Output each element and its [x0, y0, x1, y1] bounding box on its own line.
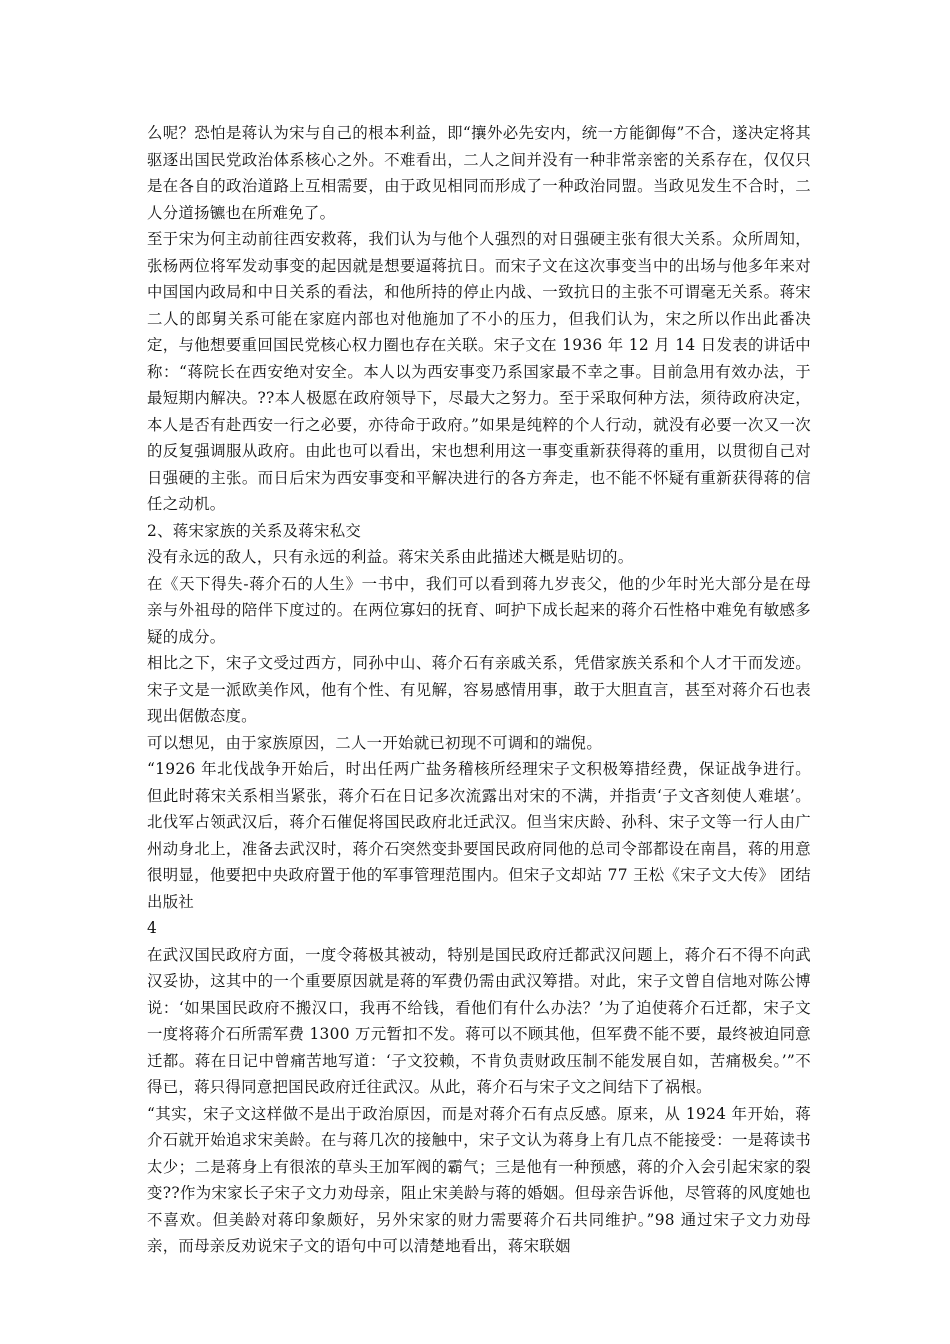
document-body [147, 120, 811, 1260]
page-number: 4 [147, 919, 158, 937]
paragraph: 至于宋为何主动前往西安救蒋，我们认为与他个人强烈的对日强硬主张有很大关系。众所周知，张杨两位将军发动事变的起因就是想要逼蒋抗日。而宋子文在这次事变当中的出场与他多年来对中国国内政局和中日关系的看法，和他所持的停止内战、一致抗日的主张不可谓毫无关系。蒋宋二人的郎舅关系可能在家庭内部也对他施加了不小的压力，但我们认为，宋之所以作出此番决定，与他想要重回国民党核心权力圈也存在关联。宋子文在 1936 年 12 月 14 日发表的讲话中称：“蒋院长在西安绝对安全。本人以为西安事变乃系国家最不幸之事。目前急用有效办法，于最短期内解决。??本人极愿在政府领导下，尽最大之努力。至于采取何种方法，须待政府决定，本人是否有赴西安一行之必要，亦待命于政府。”如果是纯粹的个人行动，就没有必要一次又一次的反复强调服从政府。由此也可以看出，宋也想利用这一事变重新获得蒋的重用，以贯彻自己对日强硬的主张。而日后宋为西安事变和平解决进行的各方奔走，也不能不怀疑有重新获得蒋的信任之动机。 [147, 230, 811, 513]
section-heading: 2、蒋宋家族的关系及蒋宋私交 [147, 521, 362, 540]
paragraph: 么呢？恐怕是蒋认为宋与自己的根本利益，即“攘外必先安内，统一方能御侮”不合，遂决定将其驱逐出国民党政治体系核心之外。不难看出，二人之间并没有一种非常亲密的关系存在，仅仅只是在各自的政治道路上互相需要，由于政见相同而形成了一种政治同盟。当政见发生不合时，二人分道扬镳也在所难免了。 [147, 124, 811, 222]
paragraph: 在《天下得失-蒋介石的人生》一书中，我们可以看到蒋九岁丧父，他的少年时光大部分是在母亲与外祖母的陪伴下度过的。在两位寡妇的抚育、呵护下成长起来的蒋介石性格中难免有敏感多疑的成分。 [147, 574, 811, 646]
paragraph: 相比之下，宋子文受过西方，同孙中山、蒋介石有亲戚关系，凭借家族关系和个人才干而发迹。宋子文是一派欧美作风，他有个性、有见解，容易感情用事，敢于大胆直言，甚至对蒋介石也表现出倨傲态度。 [147, 654, 811, 725]
paragraph: 在武汉国民政府方面，一度令蒋极其被动，特别是国民政府迁都武汉问题上，蒋介石不得不向武汉妥协，这其中的一个重要原因就是蒋的军费仍需由武汉筹措。对此，宋子文曾自信地对陈公博说：‘如果国民政府不搬汉口，我再不给钱，看他们有什么办法？’为了迫使蒋介石迁都，宋子文一度将蒋介石所需军费 1300 万元暂扣不发。蒋可以不顾其他，但军费不能不要，最终被迫同意迁都。蒋在日记中曾痛苦地写道：‘子文狡赖，不肯负责财政压制不能发展自如，苦痛极矣。’”不得已，蒋只得同意把国民政府迁往武汉。从此，蒋介石与宋子文之间结下了祸根。 [147, 945, 811, 1096]
paragraph: 没有永远的敌人，只有永远的利益。蒋宋关系由此描述大概是贴切的。 [147, 548, 634, 566]
paragraph: “1926 年北伐战争开始后，时出任两广盐务稽核所经理宋子文积极筹措经费，保证战争进行。但此时蒋宋关系相当紧张，蒋介石在日记多次流露出对宋的不满，并指责‘子文吝刻使人难堪’。北伐军占领武汉后，蒋介石催促将国民政府北迁武汉。但当宋庆龄、孙科、宋子文等一行人由广州动身北上，准备去武汉时，蒋介石突然变卦要国民政府同他的总司令部都设在南昌，蒋的用意很明显，他要把中央政府置于他的军事管理范围内。但宋子文却站 77 王松《宋子文大传》 团结出版社 [147, 760, 811, 911]
paragraph: “其实，宋子文这样做不是出于政治原因，而是对蒋介石有点反感。原来，从 1924 年开始，蒋介石就开始追求宋美龄。在与蒋几次的接触中，宋子文认为蒋身上有几点不能接受：一是蒋读书太少；二是蒋身上有很浓的草头王加军阀的霸气；三是他有一种预感，蒋的介入会引起宋家的裂变??作为宋家长子宋子文力劝母亲，阻止宋美龄与蒋的婚姻。但母亲告诉他，尽管蒋的风度她也不喜欢。但美龄对蒋印象颇好，另外宋家的财力需要蒋介石共同维护。”98 通过宋子文力劝母亲，而母亲反劝说宋子文的语句中可以清楚地看出，蒋宋联姻 [147, 1104, 811, 1255]
paragraph: 可以想见，由于家族原因，二人一开始就已初现不可调和的端倪。 [147, 733, 603, 752]
